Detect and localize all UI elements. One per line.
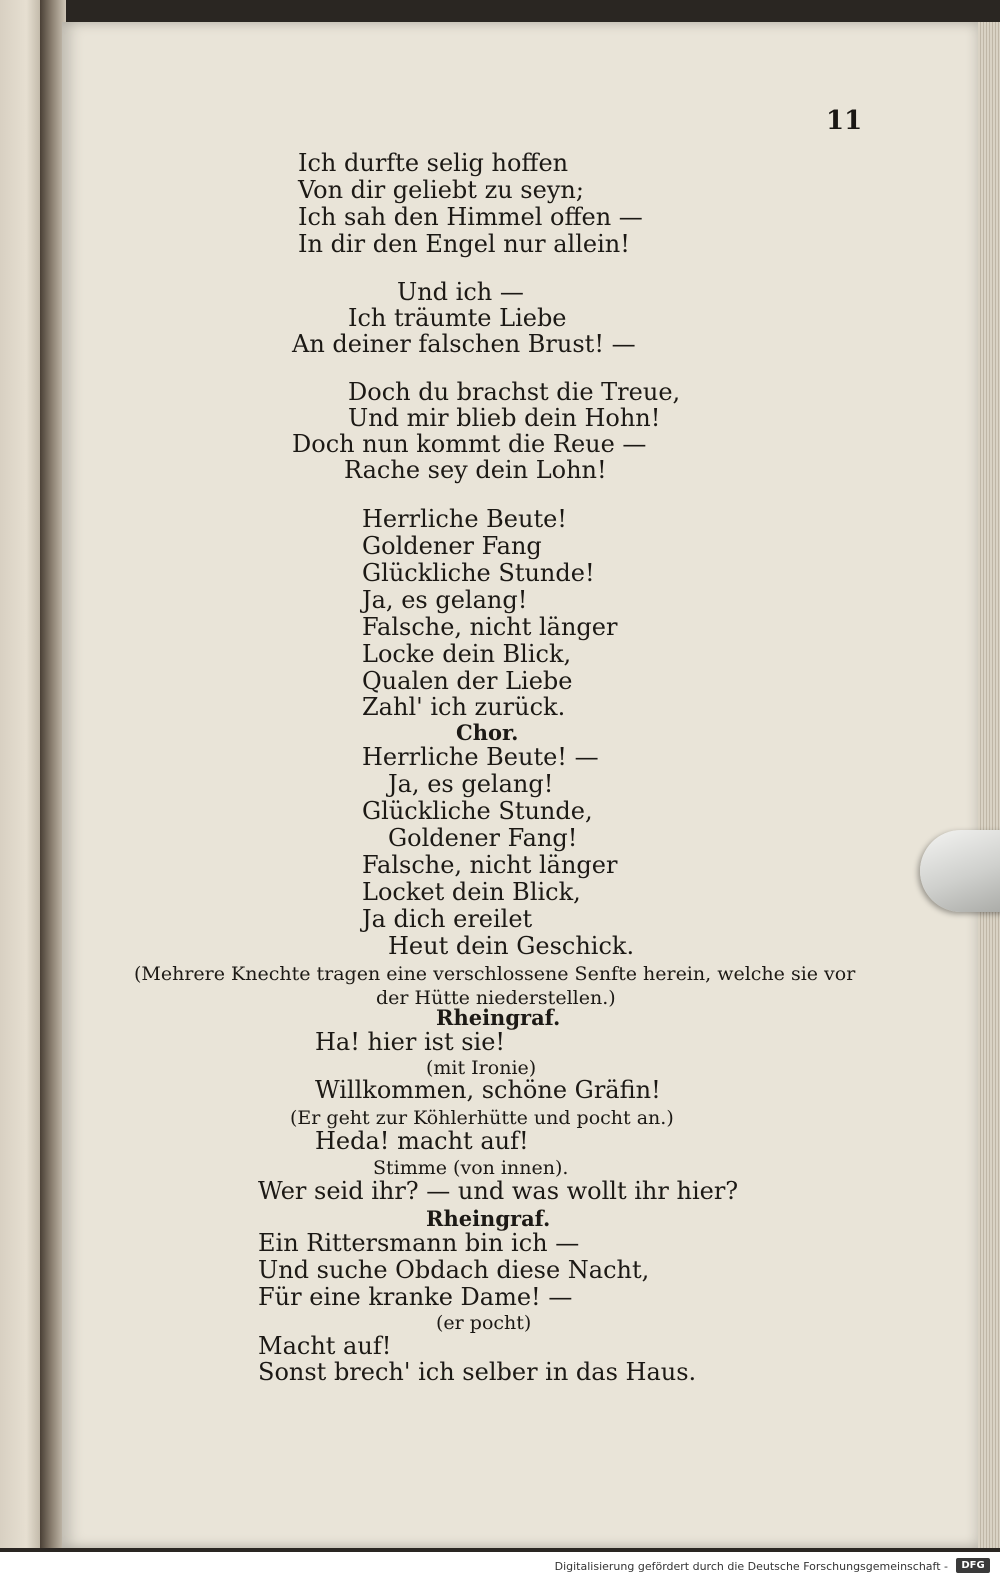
text-line: Locke dein Blick, (362, 640, 572, 668)
footer-credit: Digitalisierung gefördert durch die Deutsche Forschungsgemeinschaft - (554, 1560, 948, 1573)
text-line: Ja, es gelang! (362, 586, 528, 614)
stage-direction: (Mehrere Knechte tragen eine verschlossene Senfte herein, welche sie vor (134, 963, 856, 985)
text-line: Heut dein Geschick. (388, 932, 635, 960)
text-line: Goldener Fang (362, 532, 542, 560)
speaker-heading: Rheingraf. (436, 1005, 561, 1030)
text-line: Heda! macht auf! (315, 1127, 529, 1155)
text-line: Und mir blieb dein Hohn! (348, 404, 661, 432)
page-stack-edge (978, 22, 1000, 1548)
text-line: Rache sey dein Lohn! (344, 456, 607, 484)
text-line: Doch nun kommt die Reue — (292, 430, 647, 458)
text-line: Falsche, nicht länger (362, 613, 618, 641)
text-line: Zahl' ich zurück. (362, 693, 566, 721)
text-line: Und suche Obdach diese Nacht, (258, 1256, 650, 1284)
text-line: Ja, es gelang! (388, 770, 554, 798)
text-line: Wer seid ihr? — und was wollt ihr hier? (258, 1177, 739, 1205)
speaker-heading: Chor. (456, 720, 519, 745)
text-line: Ich sah den Himmel offen — (298, 203, 643, 231)
text-line: Glückliche Stunde, (362, 797, 593, 825)
dfg-logo: DFG (956, 1558, 990, 1573)
text-line: Sonst brech' ich selber in das Haus. (258, 1358, 697, 1386)
text-line: Ich träumte Liebe (348, 304, 567, 332)
text-line: Falsche, nicht länger (362, 851, 618, 879)
text-line: An deiner falschen Brust! — (292, 330, 636, 358)
text-line: Ein Rittersmann bin ich — (258, 1229, 580, 1257)
text-line: Glückliche Stunde! (362, 559, 595, 587)
text-line: Macht auf! (258, 1332, 392, 1360)
stage-direction: (mit Ironie) (426, 1057, 537, 1079)
text-line: Von dir geliebt zu seyn; (298, 176, 584, 204)
left-page-edge (0, 0, 44, 1548)
text-line: Herrliche Beute! — (362, 743, 599, 771)
page-number: 11 (826, 106, 863, 136)
text-line: Doch du brachst die Treue, (348, 378, 681, 406)
text-line: Goldener Fang! (388, 824, 578, 852)
text-line: Ich durfte selig hoffen (298, 149, 569, 177)
text-line: In dir den Engel nur allein! (298, 230, 630, 258)
stage-direction: (er pocht) (436, 1312, 532, 1334)
text-line: Locket dein Blick, (362, 878, 581, 906)
text-line: Ja dich ereilet (362, 905, 533, 933)
stage-direction: der Hütte niederstellen.) (376, 987, 616, 1009)
text-line: Qualen der Liebe (362, 667, 573, 695)
digitization-footer (0, 1552, 1000, 1582)
stage-direction: Stimme (von innen). (373, 1157, 569, 1179)
text-line: Herrliche Beute! (362, 505, 567, 533)
speaker-heading: Rheingraf. (426, 1206, 551, 1231)
text-line: Für eine kranke Dame! — (258, 1283, 573, 1311)
text-line: Und ich — (397, 278, 524, 306)
page-clip (920, 830, 1000, 912)
text-line: Willkommen, schöne Gräfin! (315, 1076, 661, 1104)
stage-direction: (Er geht zur Köhlerhütte und pocht an.) (290, 1107, 674, 1129)
text-line: Ha! hier ist sie! (315, 1028, 506, 1056)
